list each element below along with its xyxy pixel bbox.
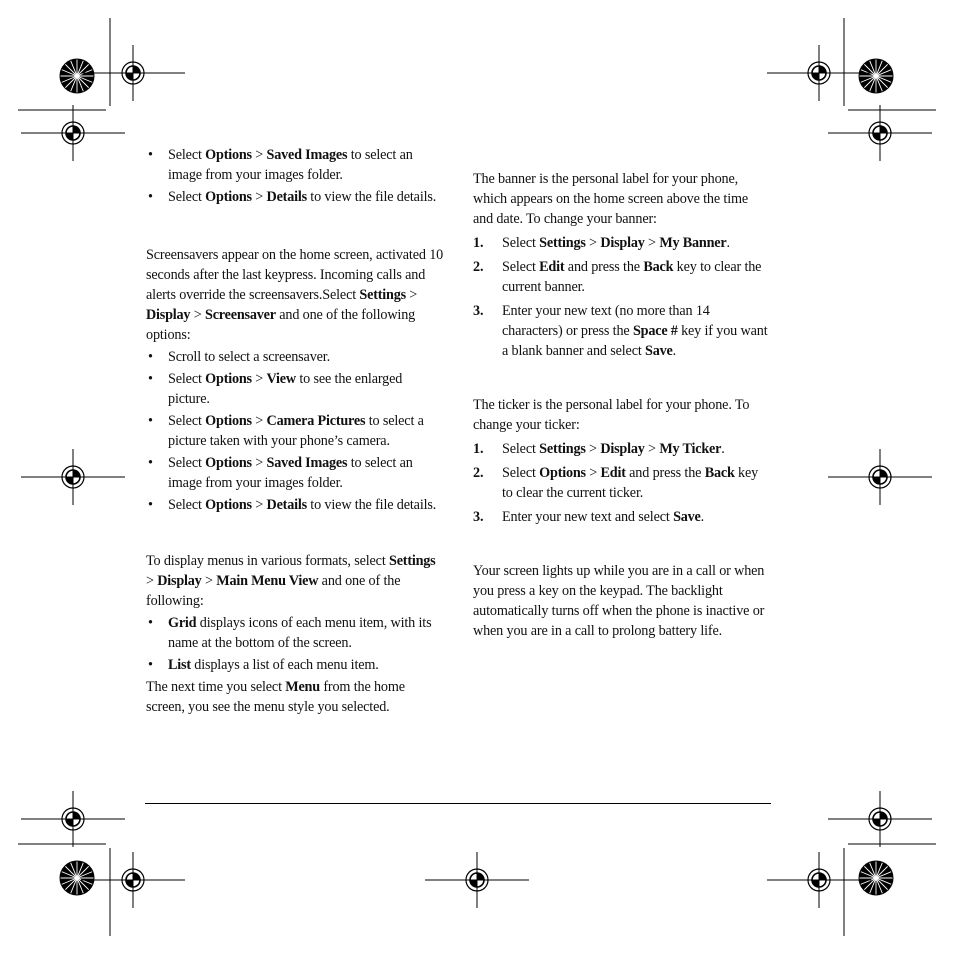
backlight-text: Your screen lights up while you are in a call or when you press a key on the keypad. The backlight automatically turns off when the phone is inactive or when you are in a call to prolong battery life. (473, 563, 765, 639)
list-item: • Select Options > Details to view the file details. (148, 497, 437, 513)
footer-rule (145, 803, 771, 804)
image-options-list (146, 145, 444, 207)
list-item: 2. Select Edit and press the Back key to clear the current banner. (473, 259, 762, 295)
list-item: 3. Enter your new text (no more than 14 characters) or press the Space # key if you want a blank banner and select Save. (473, 303, 768, 359)
list-item: • Select Options > View to see the enlarged picture. (148, 371, 403, 407)
banner-steps (473, 233, 771, 361)
list-item: 1. Select Settings > Display > My Ticker. (473, 441, 725, 457)
menu-view-list (146, 613, 444, 675)
list-item: • List displays a list of each menu item. (148, 657, 379, 673)
menu-view-outro: The next time you select Menu from the home screen, you see the menu style you selected. (146, 679, 405, 715)
screensaver-intro: Screensavers appear on the home screen, activated 10 seconds after the last keypress. Incoming calls and alerts override the screensavers.Select Settings > Display > Screensaver and one of the following options: (146, 247, 444, 343)
list-item: 2. Select Options > Edit and press the Back key to clear the current ticker. (473, 465, 759, 501)
ticker-steps (473, 439, 771, 527)
list-item: 3. Enter your new text and select Save. (473, 509, 705, 525)
right-column (473, 169, 771, 641)
menu-view-intro: To display menus in various formats, select Settings > Display > Main Menu View and one of the following: (146, 553, 436, 609)
list-item: • Select Options > Details to view the file details. (148, 189, 437, 205)
left-column (146, 143, 444, 717)
screensaver-options-list (146, 347, 444, 515)
list-item: • Select Options > Saved Images to select an image from your images folder. (148, 455, 413, 491)
ticker-intro: The ticker is the personal label for your phone. To change your ticker: (473, 397, 750, 433)
list-item: 1. Select Settings > Display > My Banner. (473, 235, 730, 251)
list-item: • Select Options > Saved Images to select an image from your images folder. (148, 147, 413, 183)
banner-intro: The banner is the personal label for your phone, which appears on the home screen above the time and date. To change your banner: (473, 171, 749, 227)
list-item: • Scroll to select a screensaver. (148, 349, 330, 365)
list-item: • Select Options > Camera Pictures to select a picture taken with your phone’s camera. (148, 413, 424, 449)
list-item: • Grid displays icons of each menu item, with its name at the bottom of the screen. (148, 615, 432, 651)
